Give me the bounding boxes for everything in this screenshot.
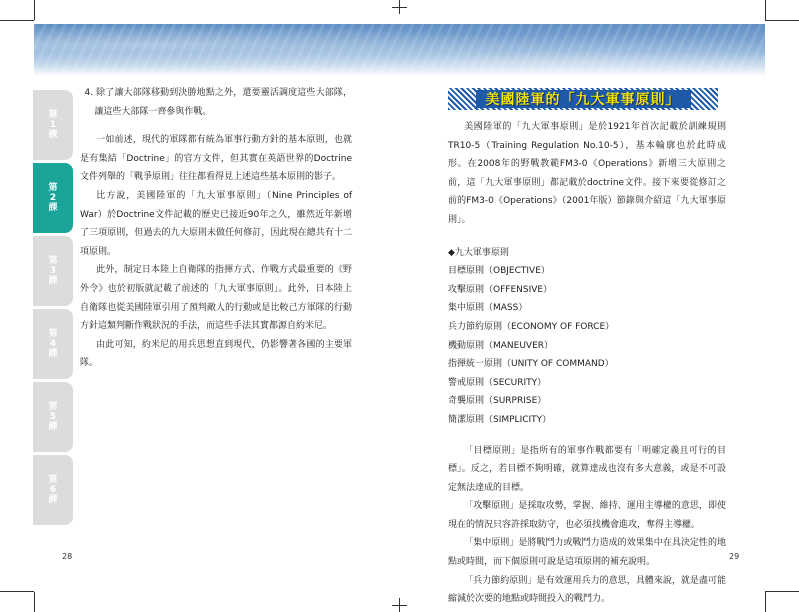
- paragraph: 「攻擊原則」是採取攻勢，掌握、維持、運用主導權的意思，即使現在的情況只容許採取防守，也必須找機會進攻，奪得主導權。: [448, 501, 726, 530]
- list-item: 兵力節約原則（ECONOMY OF FORCE）: [448, 321, 615, 332]
- chapter-tab-5[interactable]: [33, 382, 73, 452]
- principles-list-title: ◆九大軍事原則: [448, 247, 509, 258]
- chapter-tab-6[interactable]: [33, 455, 73, 525]
- chapter-tab-label: 第3課: [48, 256, 58, 286]
- right-page-body: [448, 88, 726, 609]
- paragraph: 此外，制定日本陸上自衛隊的指揮方式、作戰方式最重要的《野外令》也於初版就記載了前述的「九大軍事原則」。此外，日本陸上自衛隊也從美國陸軍引用了預判敵人的行動或是比較己方軍隊的行動方針這類判斷作戰狀況的手法，而這些手法其實都源自約米尼。: [80, 265, 352, 332]
- page-number-right: 29: [729, 552, 740, 561]
- list-item: 警戒原則（SECURITY）: [448, 377, 547, 388]
- list-item: 指揮統一原則（UNITY OF COMMAND）: [448, 359, 614, 370]
- intro-paragraph: 美國陸軍的「九大軍事原則」是於1921年首次記載於訓練規則TR10-5（Training Regulation No.10-5），基本輪廓也於此時成形。在2008年的野戰教範FM3-0《Operations》新增三大原則之前，這「九大軍事原則」都記載於doctrine文件。接下來要從修訂之前的FM3-0《Operations》（2001年版）節錄與介紹這「九大軍事原則」。: [448, 122, 726, 225]
- list-item: 集中原則（MASS）: [448, 303, 528, 314]
- list-item: 目標原則（OBJECTIVE）: [448, 266, 550, 277]
- chapter-tab-label: 第6課: [48, 475, 58, 505]
- section-heading: 美國陸軍的「九大軍事原則」: [485, 92, 681, 108]
- section-heading-bar: [448, 88, 718, 110]
- chapter-tab-4[interactable]: [33, 309, 73, 379]
- paragraph: 「兵力節約原則」是有效運用兵力的意思，具體來說，就是盡可能縮減於次要的地點或時間投入的戰鬥力。: [448, 575, 726, 605]
- paragraph: 一如前述，現代的軍隊都有統為軍事行動方針的基本原則，也就是有集結「Doctrine」的官方文件，但其實在英語世界的Doctrine文件列舉的「戰爭原則」往往都看得見上述這些基本原則的影子。: [80, 135, 352, 183]
- paragraph: 比方說，美國陸軍的「九大軍事原則」（Nine Principles of War）於Doctrine文件記載的歷史已接近90年之久，雖然近年新增了三項原則，但過去的九大原則未做任何修訂，因此現在總共有十二項原則。: [80, 190, 352, 257]
- left-page-body: [80, 84, 352, 373]
- paragraph: 「目標原則」是指所有的軍事作戰都要有「明確定義且可行的目標」。反之，若目標不夠明確，就算達成也沒有多大意義，或是不可設定無法達成的目標。: [448, 445, 726, 493]
- page-number-left: 28: [62, 552, 73, 561]
- list-item: 攻擊原則（OFFENSIVE）: [448, 284, 553, 295]
- list-item: 奇襲原則（SURPRISE）: [448, 396, 547, 407]
- chapter-tab-1[interactable]: [33, 90, 73, 160]
- chapter-tab-label: 第4課: [48, 329, 58, 359]
- chapter-tab-label: 第5課: [48, 402, 58, 432]
- chapter-tab-label: 第2課: [48, 183, 58, 213]
- list-item: 機動原則（MANEUVER）: [448, 340, 554, 351]
- header-banner: [34, 24, 765, 76]
- chapter-tabs: [33, 90, 73, 528]
- paragraph: 「集中原則」是將戰鬥力或戰鬥力造成的效果集中在具決定性的地點或時間，而下個原則可說是這項原則的補充說明。: [448, 538, 726, 568]
- list-item-4: 4. 除了讓大部隊移動到決勝地點之外，還要靈活調度這些大部隊，讓這些大部隊一齊參與作戰。: [84, 88, 352, 117]
- chapter-tab-label: 第1課: [48, 110, 58, 140]
- list-item: 簡潔原則（SIMPLICITY）: [448, 414, 552, 425]
- chapter-tab-2[interactable]: [33, 163, 73, 233]
- principles-list: [448, 262, 726, 429]
- chapter-tab-3[interactable]: [33, 236, 73, 306]
- paragraph: 由此可知，約米尼的用兵思想直到現代，仍影響著各國的主要軍隊。: [80, 339, 352, 369]
